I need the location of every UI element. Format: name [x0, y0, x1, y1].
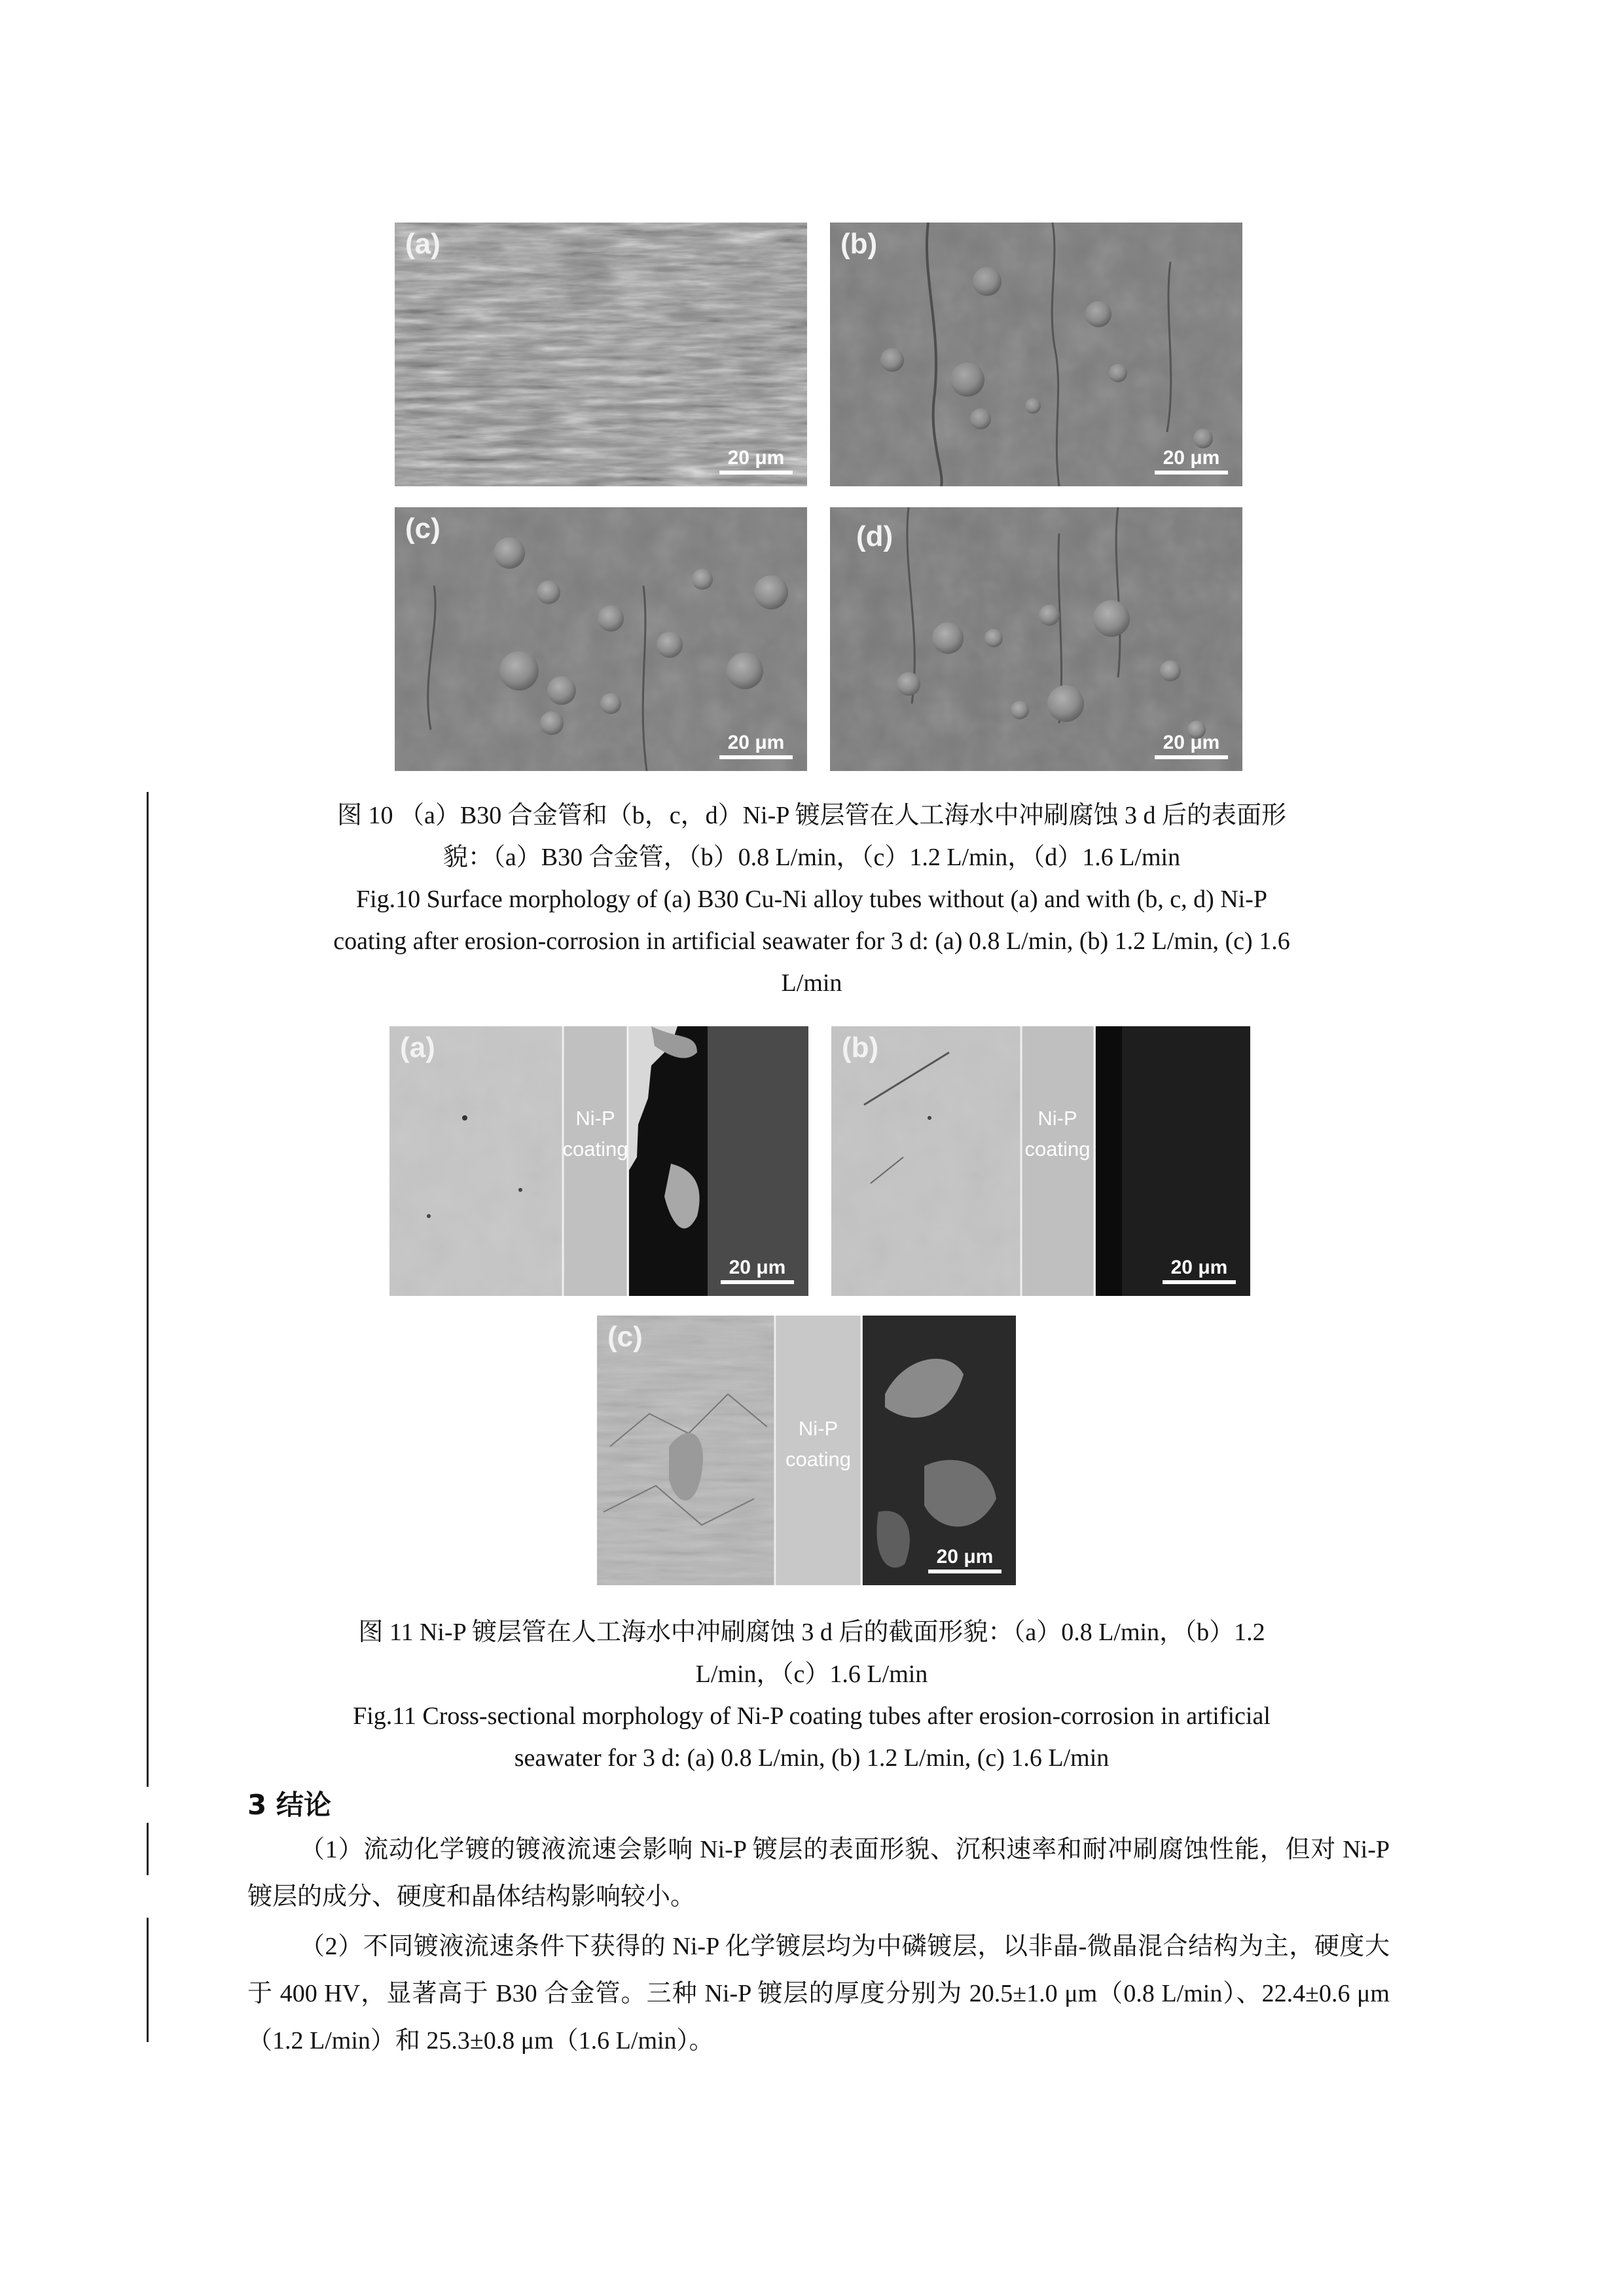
scale-bar: 20 μm [719, 447, 793, 475]
revision-bar [147, 1918, 149, 2042]
paragraph-2: （2）不同镀液流速条件下获得的 Ni-P 化学镀层均为中磷镀层，以非晶-微晶混合结构为主，硬度大于 400 HV，显著高于 B30 合金管。三种 Ni-P 镀层的厚度分别为 20.5±1.0 μm（0.8 L/min）、22.4±0.6 μm（1.2 L/min）和 25.3±0.8 μm（1.6 L/min）。 [247, 1933, 1390, 2054]
figure-11-panel-c [597, 1316, 1016, 1585]
revision-bar [147, 1823, 149, 1875]
coating-label: Ni-P coating [1024, 1107, 1091, 1160]
section-heading: 3 结论 [247, 1789, 331, 1821]
coating-label: Ni-P coating [562, 1107, 628, 1160]
figure-10-panel-d [830, 507, 1242, 771]
scale-bar: 20 μm [719, 732, 793, 759]
revision-bar [147, 792, 149, 1787]
scale-bar: 20 μm [1155, 732, 1228, 759]
figure-10-panel-b [830, 223, 1242, 486]
scale-bar: 20 μm [721, 1257, 794, 1284]
panel-label: (a) [400, 1031, 435, 1064]
figure-11-caption: 图 11 Ni-P 镀层管在人工海水中冲刷腐蚀 3 d 后的截面形貌：（a）0.8 L/min，（b）1.2 L/min，（c）1.6 L/min Fig.11 Cross-sectional morphology of Ni-P coating tubes after erosion-corrosion in artificial seawater for 3 d: (a) 0.8 L/min, (b) 1.2 L/min, (c) 1.6 L/min [353, 1619, 1271, 1772]
panel-label: (c) [607, 1321, 643, 1353]
scale-bar: 20 μm [1163, 1257, 1236, 1284]
panel-label: (a) [405, 228, 441, 260]
figure-11-panel-a [389, 1026, 808, 1296]
paragraph-1: （1）流动化学镀的镀液流速会影响 Ni-P 镀层的表面形貌、沉积速率和耐冲刷腐蚀性能，但对 Ni-P 镀层的成分、硬度和晶体结构影响较小。 [247, 1836, 1390, 1910]
panel-label: (c) [405, 512, 441, 545]
figure-10-panel-a [395, 223, 807, 486]
panel-label: (b) [840, 228, 878, 260]
coating-label: Ni-P coating [785, 1417, 851, 1471]
figure-10-panel-c [395, 507, 807, 771]
panel-label: (b) [842, 1031, 879, 1064]
panel-label: (d) [856, 520, 893, 552]
figure-11-panel-b [831, 1026, 1250, 1296]
figure-10-caption: 图 10 （a）B30 合金管和（b，c，d）Ni-P 镀层管在人工海水中冲刷腐蚀 3 d 后的表面形 貌：（a）B30 合金管，（b）0.8 L/min，（c）1.2 L/min，（d）1.6 L/min Fig.10 Surface morphology of (a) B30 Cu-Ni alloy tubes without (a) and with (b, c, d) Ni-P coating after erosion-corrosion in artificial seawater for 3 d: (a) 0.8 L/min, (b) 1.2 L/min, (c) 1.6 L/min [333, 802, 1290, 997]
scale-bar: 20 μm [928, 1546, 1001, 1573]
scale-bar: 20 μm [1155, 447, 1228, 475]
